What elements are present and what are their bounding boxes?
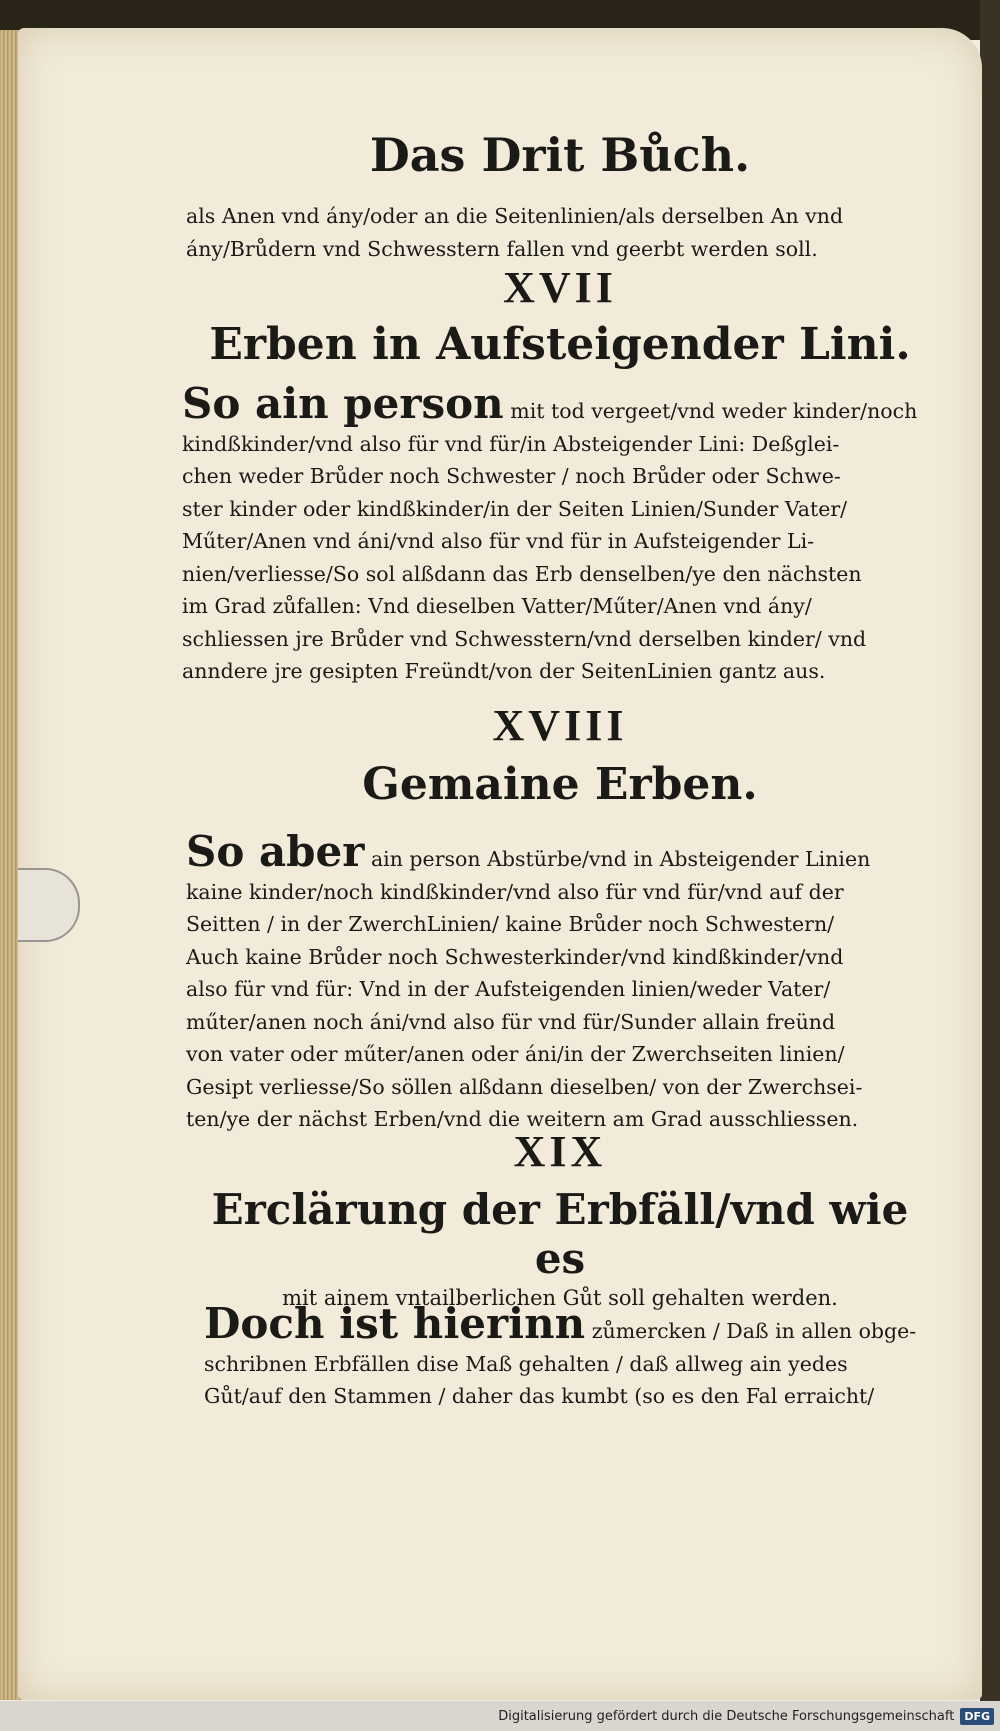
- body-line: im Grad zůfallen: Vnd dieselben Vatter/Műter/Anen vnd ány/: [182, 594, 812, 618]
- dfg-logo-icon: DFG: [960, 1708, 994, 1725]
- running-title-text: Das Drit Bůch.: [369, 128, 751, 182]
- section-xviii-body: [186, 827, 946, 1136]
- body-line: Gůt/auf den Stammen / daher das kumbt (so es den Fal erraicht/: [204, 1384, 875, 1408]
- body-line: Seitten / in der ZwerchLinien/ kaine Brůder noch Schwestern/: [186, 912, 835, 936]
- section-heading: Erben in Aufsteigender Lini.: [209, 319, 911, 370]
- body-line: also für vnd für: Vnd in der Aufsteigenden linien/weder Vater/: [186, 977, 831, 1001]
- section-numeral: XVII: [503, 263, 617, 312]
- body-line: schribnen Erbfällen dise Maß gehalten / daß allweg ain yedes: [204, 1351, 848, 1376]
- intro-block: [186, 200, 946, 265]
- section-xviii: [180, 700, 940, 810]
- section-xvii: [180, 262, 940, 370]
- body-line: chen weder Brůder noch Schwester / noch Brůder oder Schwe-: [182, 464, 841, 488]
- footer: [498, 1705, 994, 1727]
- lead-words: Doch ist hierinn: [204, 1299, 586, 1348]
- body-line: kaine kinder/noch kindßkinder/vnd also für vnd für/vnd auf der: [186, 879, 844, 904]
- body-line: ster kinder oder kindßkinder/in der Seiten Linien/Sunder Vater/: [182, 496, 848, 521]
- section-numeral: XVIII: [492, 701, 628, 750]
- body-line: Műter/Anen vnd áni/vnd also für vnd für in Aufsteigender Li-: [182, 529, 815, 553]
- body-line: nien/verliesse/So sol alßdann das Erb denselben/ye den nächsten: [182, 561, 862, 586]
- body-line: schliessen jre Brůder vnd Schwesstern/vnd derselben kinder/ vnd: [182, 626, 867, 651]
- section-numeral: XIX: [513, 1127, 607, 1176]
- body-line: zůmercken / Daß in allen obge-: [591, 1319, 917, 1343]
- section-xvii-body: [182, 379, 942, 688]
- lead-words: So ain person: [182, 379, 504, 428]
- page-marker-tab: [18, 868, 80, 942]
- section-heading: Gemaine Erben.: [362, 759, 758, 810]
- running-title: [180, 128, 940, 182]
- body-line: mit tod vergeet/vnd weder kinder/noch: [510, 399, 918, 423]
- body-line: Auch kaine Brůder noch Schwesterkinder/vnd kindßkinder/vnd: [186, 944, 844, 969]
- scan-background-right: [980, 0, 1000, 1731]
- body-line: von vater oder műter/anen oder áni/in der Zwerchseiten linien/: [186, 1042, 845, 1066]
- intro-line: ány/Brůdern vnd Schwesstern fallen vnd geerbt werden soll.: [186, 236, 818, 261]
- body-line: ain person Abstürbe/vnd in Absteigender Linien: [370, 847, 871, 871]
- section-xix: [180, 1126, 940, 1313]
- section-heading: Erclärung der Erbfäll/vnd wie es: [211, 1185, 909, 1283]
- body-line: Gesipt verliesse/So söllen alßdann dieselben/ von der Zwerchsei-: [186, 1074, 863, 1099]
- intro-line: als Anen vnd ány/oder an die Seitenlinien/als derselben An vnd: [186, 204, 844, 228]
- body-line: ten/ye der nächst Erben/vnd die weitern am Grad ausschliessen.: [186, 1107, 859, 1131]
- body-line: anndere jre gesipten Freündt/von der SeitenLinien gantz aus.: [182, 659, 826, 683]
- footer-credit: Digitalisierung gefördert durch die Deutsche Forschungsgemeinschaft: [498, 1708, 955, 1724]
- section-xix-body: [204, 1299, 924, 1413]
- body-line: kindßkinder/vnd also für vnd für/in Absteigender Lini: Deßglei-: [182, 431, 840, 456]
- lead-words: So aber: [186, 827, 365, 876]
- body-line: műter/anen noch áni/vnd also für vnd für/Sunder allain freünd: [186, 1009, 836, 1034]
- section-subheading: mit ainem vntailberlichen Gůt soll gehalten werden.: [282, 1286, 838, 1310]
